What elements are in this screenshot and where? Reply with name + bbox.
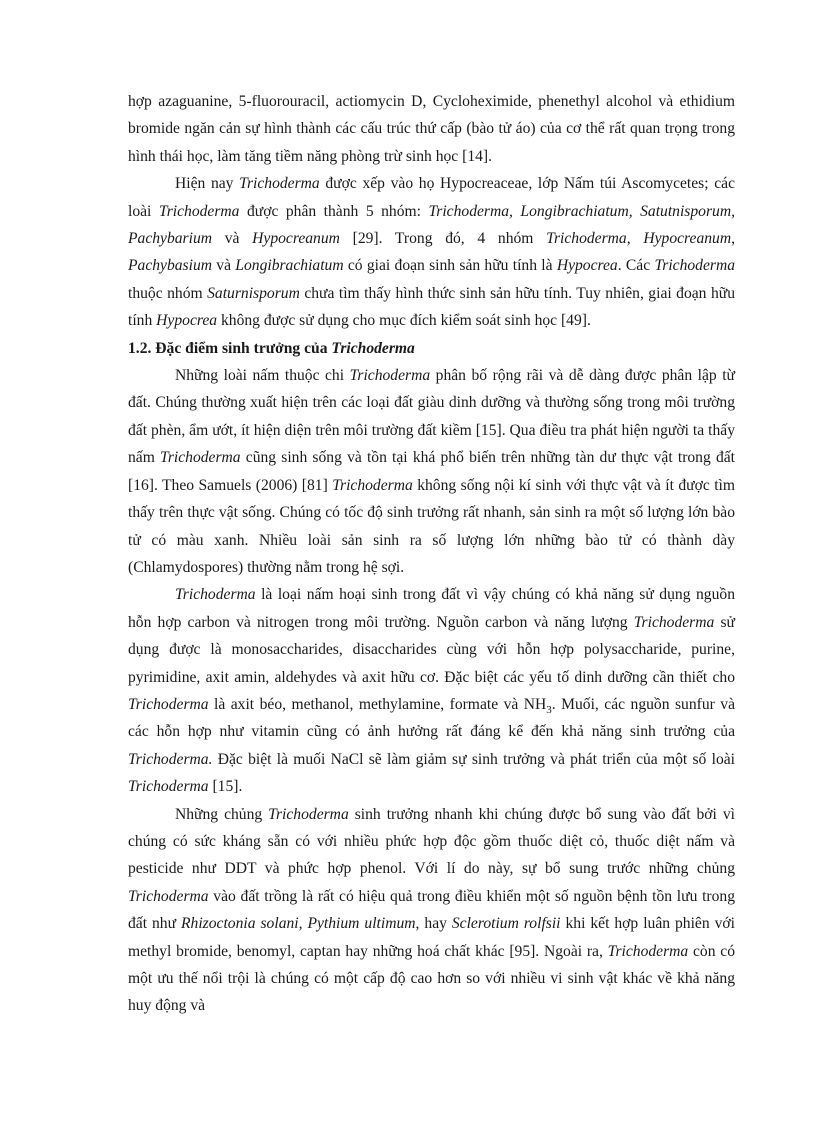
body-paragraph [128, 362, 735, 581]
text-run: được phân thành 5 nhóm: [239, 202, 429, 220]
text-run: , hay [415, 915, 452, 933]
text-run: còn có một ưu thế nổi trội là chúng có một cấp độ cao hơn so với nhiều vi sinh vật khác về khả năng huy động và [128, 942, 735, 1015]
body-paragraph [128, 581, 735, 800]
text-run: phân bố rộng rãi và dễ dàng được phân lập từ đất. Chúng thường xuất hiện trên các loại đất giàu dinh dưỡng và thường sống trong môi trường đất phèn, ẩm ướt, ít hiện diện trên môi trường đất kiềm [15]. Qua điều tra phát hiện người ta thấy nấm [128, 367, 735, 467]
text-run: có giai đoạn sinh sản hữu tính là [343, 257, 557, 275]
text-run: [29]. Trong đó, 4 nhóm [339, 230, 547, 248]
text-run: Hiện nay [175, 175, 240, 193]
italic-text: Trichoderma [158, 202, 240, 220]
italic-text: Longibrachiatum [235, 257, 344, 275]
italic-text: Trichoderma [546, 230, 627, 248]
italic-text: Trichoderma [128, 695, 209, 713]
italic-text: Trichoderma [349, 367, 431, 385]
text-run: hợp azaguanine, 5-fluorouracil, actiomycin D, Cycloheximide, phenethyl alcohol và ethidium bromide ngăn cản sự hình thành các cấu trúc thứ cấp (bào tử áo) của cơ thể rất quan trọng trong hình thái học, làm tăng tiềm năng phòng trừ sinh học [14]. [128, 93, 735, 165]
italic-text: Hypocrea [556, 257, 618, 275]
italic-text: Trichoderma, Longibrachiatum, Satutnisporum, Pachybarium [128, 202, 735, 248]
text-run: . Các [617, 257, 655, 275]
text-run: , [626, 230, 644, 248]
italic-text: Trichoderma. [128, 750, 213, 768]
italic-text: Trichoderma [332, 476, 413, 494]
text-run: không sống nội kí sinh với thực vật và ít được tìm thấy trên thực vật sống. Chúng có tốc độ sinh trưởng rất nhanh, sản sinh ra một số lượng lớn bào tử có màu xanh. Nhiều loài sản sinh ra số lượng lớn những bào tử có thành dày (Chlamydospores) thường nằm trong hệ sợi. [128, 476, 735, 576]
italic-text: Rhizoctonia solani, Pythium ultimum [181, 915, 416, 933]
text-run: Đặc biệt là muối NaCl sẽ làm giảm sự sinh trưởng và phát triển của một số loài [212, 750, 735, 768]
text-run: sử dụng được là monosaccharides, disaccharides cùng với hỗn hợp polysaccharide, purine, pyrimidine, axit amin, aldehydes và axit hữu cơ. Đặc biệt các yếu tố dinh dưỡng cần thiết cho [128, 613, 735, 686]
italic-text: Trichoderma [633, 613, 715, 631]
section-heading [128, 335, 735, 362]
text-run: được xếp vào họ Hypocreaceae, lớp Nấm túi Ascomycetes; các loài [128, 175, 735, 220]
italic-text: Saturnisporum [207, 284, 300, 302]
italic-text: Trichoderma [128, 887, 209, 905]
text-run: là loại nấm hoại sinh trong đất vì vậy chúng có khả năng sử dụng nguồn hỗn hợp carbon và nitrogen trong môi trường. Nguồn carbon và năng lượng [128, 586, 735, 631]
text-run: vào đất trồng là rất có hiệu quả trong điều khiển một số nguồn bệnh tồn lưu trong đất như [128, 887, 735, 933]
text-run: và [212, 230, 253, 248]
text-run: không được sử dụng cho mục đích kiểm soát sinh học [49]. [217, 312, 591, 330]
italic-text: Trichoderma [654, 257, 736, 275]
body-paragraph [128, 88, 735, 170]
text-run: 1.2. Đặc điểm sinh trưởng của [128, 339, 332, 357]
text-run: , [731, 230, 736, 248]
subscript-text: 3 [546, 704, 552, 717]
text-run: là axit béo, methanol, methylamine, formate và NH [208, 695, 547, 713]
text-run: thuộc nhóm [128, 284, 208, 302]
text-run: Những chủng [175, 805, 269, 823]
italic-text: Trichoderma [160, 449, 241, 467]
italic-text: Pachybasium [128, 257, 213, 275]
text-run: sinh trưởng nhanh khi chúng được bổ sung vào đất bởi vì chúng có sức kháng sẵn có với nhiều phức hợp độc gồm thuốc diệt cỏ, thuốc diệt nấm và pesticide như DDT và phức hợp phenol. Với lí do này, sự bổ sung trước những chủng [128, 805, 735, 878]
document-page [128, 88, 735, 1020]
body-paragraph [128, 801, 735, 1020]
italic-text: Hypocreanum [643, 230, 732, 248]
italic-text: Trichoderma [128, 778, 209, 796]
text-run: chưa tìm thấy hình thức sinh sản hữu tính. Tuy nhiên, giai đoạn hữu tính [128, 284, 736, 330]
italic-text: Trichoderma [175, 586, 256, 604]
italic-text: Trichoderma [607, 942, 689, 960]
text-run: và [212, 257, 236, 275]
italic-text: Trichoderma [268, 805, 349, 823]
italic-text: Hypocreanum [252, 230, 340, 248]
text-run: cũng sinh sống và tồn tại khá phổ biến trên những tàn dư thực vật trong đất [16]. Theo Samuels (2006) [81] [128, 449, 735, 494]
text-run: . Muối, các nguồn sunfur và các hỗn hợp như vitamin cũng có ảnh hưởng rất đáng kể đến khả năng sinh trưởng của [128, 695, 735, 741]
italic-text: Trichoderma [239, 175, 320, 193]
italic-text: Hypocrea [156, 312, 218, 330]
text-run: Những loài nấm thuộc chi [175, 367, 350, 385]
text-run: khi kết hợp luân phiên với methyl bromide, benomyl, captan hay những hoá chất khác [95]. Ngoài ra, [128, 915, 735, 960]
italic-text: Sclerotium rolfsii [451, 915, 561, 933]
italic-text: Trichoderma [331, 339, 415, 357]
text-run: [15]. [208, 778, 243, 796]
body-paragraph [128, 170, 735, 334]
